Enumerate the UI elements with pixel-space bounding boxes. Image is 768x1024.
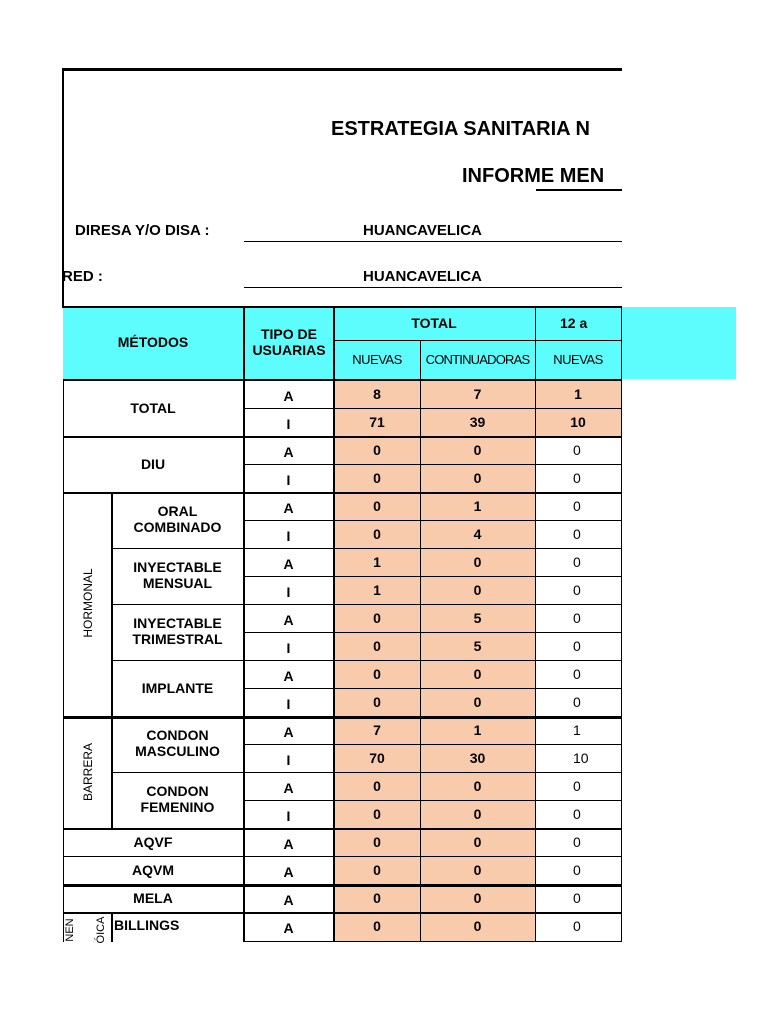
row-line (243, 576, 621, 577)
continuadoras-cell: 0 (473, 862, 482, 878)
continuadoras-cell: 1 (473, 498, 482, 514)
row-line (112, 548, 621, 549)
nuevas-age-cell: 0 (573, 442, 581, 458)
nuevas-age-cell: 0 (573, 610, 581, 626)
tipo-cell: I (286, 528, 291, 544)
nuevas-cell: 71 (369, 414, 385, 430)
tipo-cell: A (283, 612, 294, 628)
row-line (243, 744, 621, 745)
nuevas-age-cell: 0 (573, 666, 581, 682)
nuevas-cell: 0 (373, 806, 381, 822)
method-label: IMPLANTE (141, 680, 214, 696)
continuadoras-cell: 5 (473, 610, 482, 626)
tipo-cell: A (283, 444, 294, 460)
method-label: AQVF (133, 834, 173, 850)
nuevas-cell: 1 (373, 554, 381, 570)
nuevas-age-cell: 0 (573, 470, 581, 486)
nuevas-age-cell: 0 (573, 834, 581, 850)
continuadoras-cell: 39 (469, 414, 486, 430)
continuadoras-cell: 5 (473, 638, 482, 654)
row-line (63, 912, 621, 914)
tipo-cell: A (283, 388, 294, 404)
col-total: TOTAL (411, 315, 457, 331)
tipo-cell: A (283, 780, 294, 796)
nuevas-cell: 0 (373, 498, 381, 514)
row-line-bottom (243, 941, 621, 942)
tipo-cell: A (283, 668, 294, 684)
tipo-cell: I (286, 416, 291, 432)
nuevas-cell: 0 (373, 638, 381, 654)
row-line (63, 884, 621, 887)
group-partial-2: ÓICA (95, 916, 107, 944)
nuevas-age-cell: 0 (573, 862, 581, 878)
nuevas-age-cell: 0 (573, 498, 581, 514)
row-line (63, 716, 621, 719)
nuevas-cell: 1 (373, 582, 381, 598)
red-label: RED : (62, 268, 103, 285)
method-label: AQVM (132, 862, 174, 878)
row-line (112, 604, 621, 605)
row-line (243, 688, 621, 689)
row-line (243, 464, 621, 465)
red-underline (244, 287, 622, 288)
nuevas-cell: 7 (373, 722, 381, 738)
continuadoras-cell: 0 (473, 442, 482, 458)
group-hormonal: HORMONAL (81, 568, 95, 638)
nuevas-age-cell: 10 (573, 750, 589, 766)
continuadoras-cell: 7 (473, 386, 482, 402)
nuevas-age-cell: 1 (573, 722, 581, 738)
continuadoras-cell: 0 (473, 554, 482, 570)
nuevas-age-cell: 0 (573, 526, 581, 542)
nuevas-cell: 0 (373, 470, 381, 486)
nuevas-cell: 0 (373, 694, 381, 710)
nuevas-age-cell: 0 (573, 918, 581, 934)
method-label: BILLINGS (114, 917, 180, 933)
nuevas-age-cell: 0 (573, 554, 581, 570)
report-subtitle: INFORME MEN (462, 165, 605, 187)
nuevas-age-cell: 0 (573, 694, 581, 710)
row-line (243, 408, 621, 409)
method-label: ORAL COMBINADO (133, 503, 222, 535)
tipo-cell: A (283, 892, 294, 908)
continuadoras-cell: 0 (473, 890, 482, 906)
method-label: TOTAL (130, 400, 176, 416)
continuadoras-cell: 0 (473, 666, 482, 682)
sub-nuevas: NUEVAS (352, 352, 402, 367)
sub-continuadoras: CONTINUADORAS (425, 352, 530, 367)
row-line (243, 632, 621, 633)
nuevas-age-cell: 10 (570, 414, 586, 430)
continuadoras-cell: 30 (469, 750, 486, 766)
col-line-group-partial (111, 912, 113, 942)
nuevas-cell: 8 (373, 386, 381, 402)
tipo-cell: A (283, 556, 294, 572)
tipo-cell: A (283, 500, 294, 516)
nuevas-cell: 0 (373, 890, 381, 906)
nuevas-age-cell: 0 (573, 638, 581, 654)
tipo-cell: I (286, 472, 291, 488)
row-line (63, 828, 621, 830)
row-line (243, 800, 621, 801)
col-line-right (621, 307, 622, 942)
table-header-bg-ext (622, 307, 736, 379)
report-title: ESTRATEGIA SANITARIA N (331, 118, 590, 140)
continuadoras-cell: 0 (473, 806, 482, 822)
report-area: ESTRATEGIA SANITARIA N INFORME MEN DIRESA Y/O DISA : HUANCAVELICA RED : HUANCAVELICA MÉTODOS TIPO DE USUARIAS TOTAL 12 a NUEVAS CONTINUADORAS NUEVAS HORMONAL BARRERA NEN ÓICA TOTAL A 8 7 1 I 71 39 10 DIU A 0 0 0 I 0 0 0 ORAL COMBINADO A 0 1 0 I 0 4 0 INYECTABLE MENSUAL A 1 0 0 I 1 0 0 INYECTABLE TRIMESTRAL A 0 5 0 I 0 5 0 IMPLANTE A 0 0 0 I 0 0 0 CONDON MASCULINO A 7 1 1 I 70 30 10 CONDON FEMENINO A 0 0 0 I 0 0 0 AQVF A 0 0 0 AQVM A 0 0 0 MELA A 0 0 0 BILLINGS A 0 0 0 (0, 0, 622, 1024)
nuevas-age-cell: 0 (573, 778, 581, 794)
nuevas-cell: 0 (373, 834, 381, 850)
row-line (63, 856, 621, 857)
header-bottom-line (63, 379, 622, 381)
continuadoras-cell: 0 (473, 470, 482, 486)
header-top-line (63, 306, 622, 308)
tipo-cell: A (283, 864, 294, 880)
continuadoras-cell: 4 (473, 526, 482, 542)
nuevas-cell: 0 (373, 666, 381, 682)
continuadoras-cell: 0 (473, 582, 482, 598)
sub-nuevas-age: NUEVAS (553, 352, 603, 367)
row-line (112, 660, 621, 661)
col-tipo: TIPO DE USUARIAS (252, 326, 326, 358)
col-metodos: MÉTODOS (117, 334, 189, 350)
tipo-cell: I (286, 640, 291, 656)
nuevas-cell: 0 (373, 442, 381, 458)
tipo-cell: I (286, 696, 291, 712)
continuadoras-cell: 0 (473, 694, 482, 710)
nuevas-cell: 0 (373, 918, 381, 934)
nuevas-age-cell: 0 (573, 806, 581, 822)
row-line (63, 492, 621, 494)
method-label: INYECTABLE TRIMESTRAL (132, 615, 223, 647)
nuevas-cell: 0 (373, 778, 381, 794)
method-label: DIU (140, 456, 166, 472)
tipo-cell: A (283, 920, 294, 936)
tipo-cell: I (286, 808, 291, 824)
tipo-cell: A (283, 724, 294, 740)
diresa-label: DIRESA Y/O DISA : (75, 222, 210, 239)
nuevas-age-cell: 0 (573, 890, 581, 906)
nuevas-cell: 0 (373, 862, 381, 878)
subtitle-underline (536, 189, 622, 191)
col-age-range: 12 a (560, 315, 588, 331)
nuevas-age-cell: 1 (574, 386, 582, 402)
nuevas-cell: 0 (373, 526, 381, 542)
diresa-underline (244, 241, 622, 242)
method-label: CONDON MASCULINO (135, 727, 220, 759)
nuevas-cell: 0 (373, 610, 381, 626)
tipo-cell: I (286, 752, 291, 768)
continuadoras-cell: 0 (473, 834, 482, 850)
col-line-age (535, 307, 536, 942)
method-label: INYECTABLE MENSUAL (133, 559, 222, 591)
method-label: CONDON FEMENINO (140, 783, 215, 815)
continuadoras-cell: 0 (473, 778, 482, 794)
row-line (243, 520, 621, 521)
method-label: MELA (133, 890, 173, 906)
row-line (112, 772, 621, 773)
group-barrera: BARRERA (81, 743, 95, 802)
nuevas-cell: 70 (369, 750, 385, 766)
tipo-cell: I (286, 584, 291, 600)
tipo-cell: A (283, 836, 294, 852)
row-line (63, 436, 621, 438)
header-mid-line (334, 340, 622, 341)
group-partial-1: NEN (64, 918, 76, 942)
continuadoras-cell: 0 (473, 918, 482, 934)
nuevas-age-cell: 0 (573, 582, 581, 598)
continuadoras-cell: 1 (473, 722, 482, 738)
